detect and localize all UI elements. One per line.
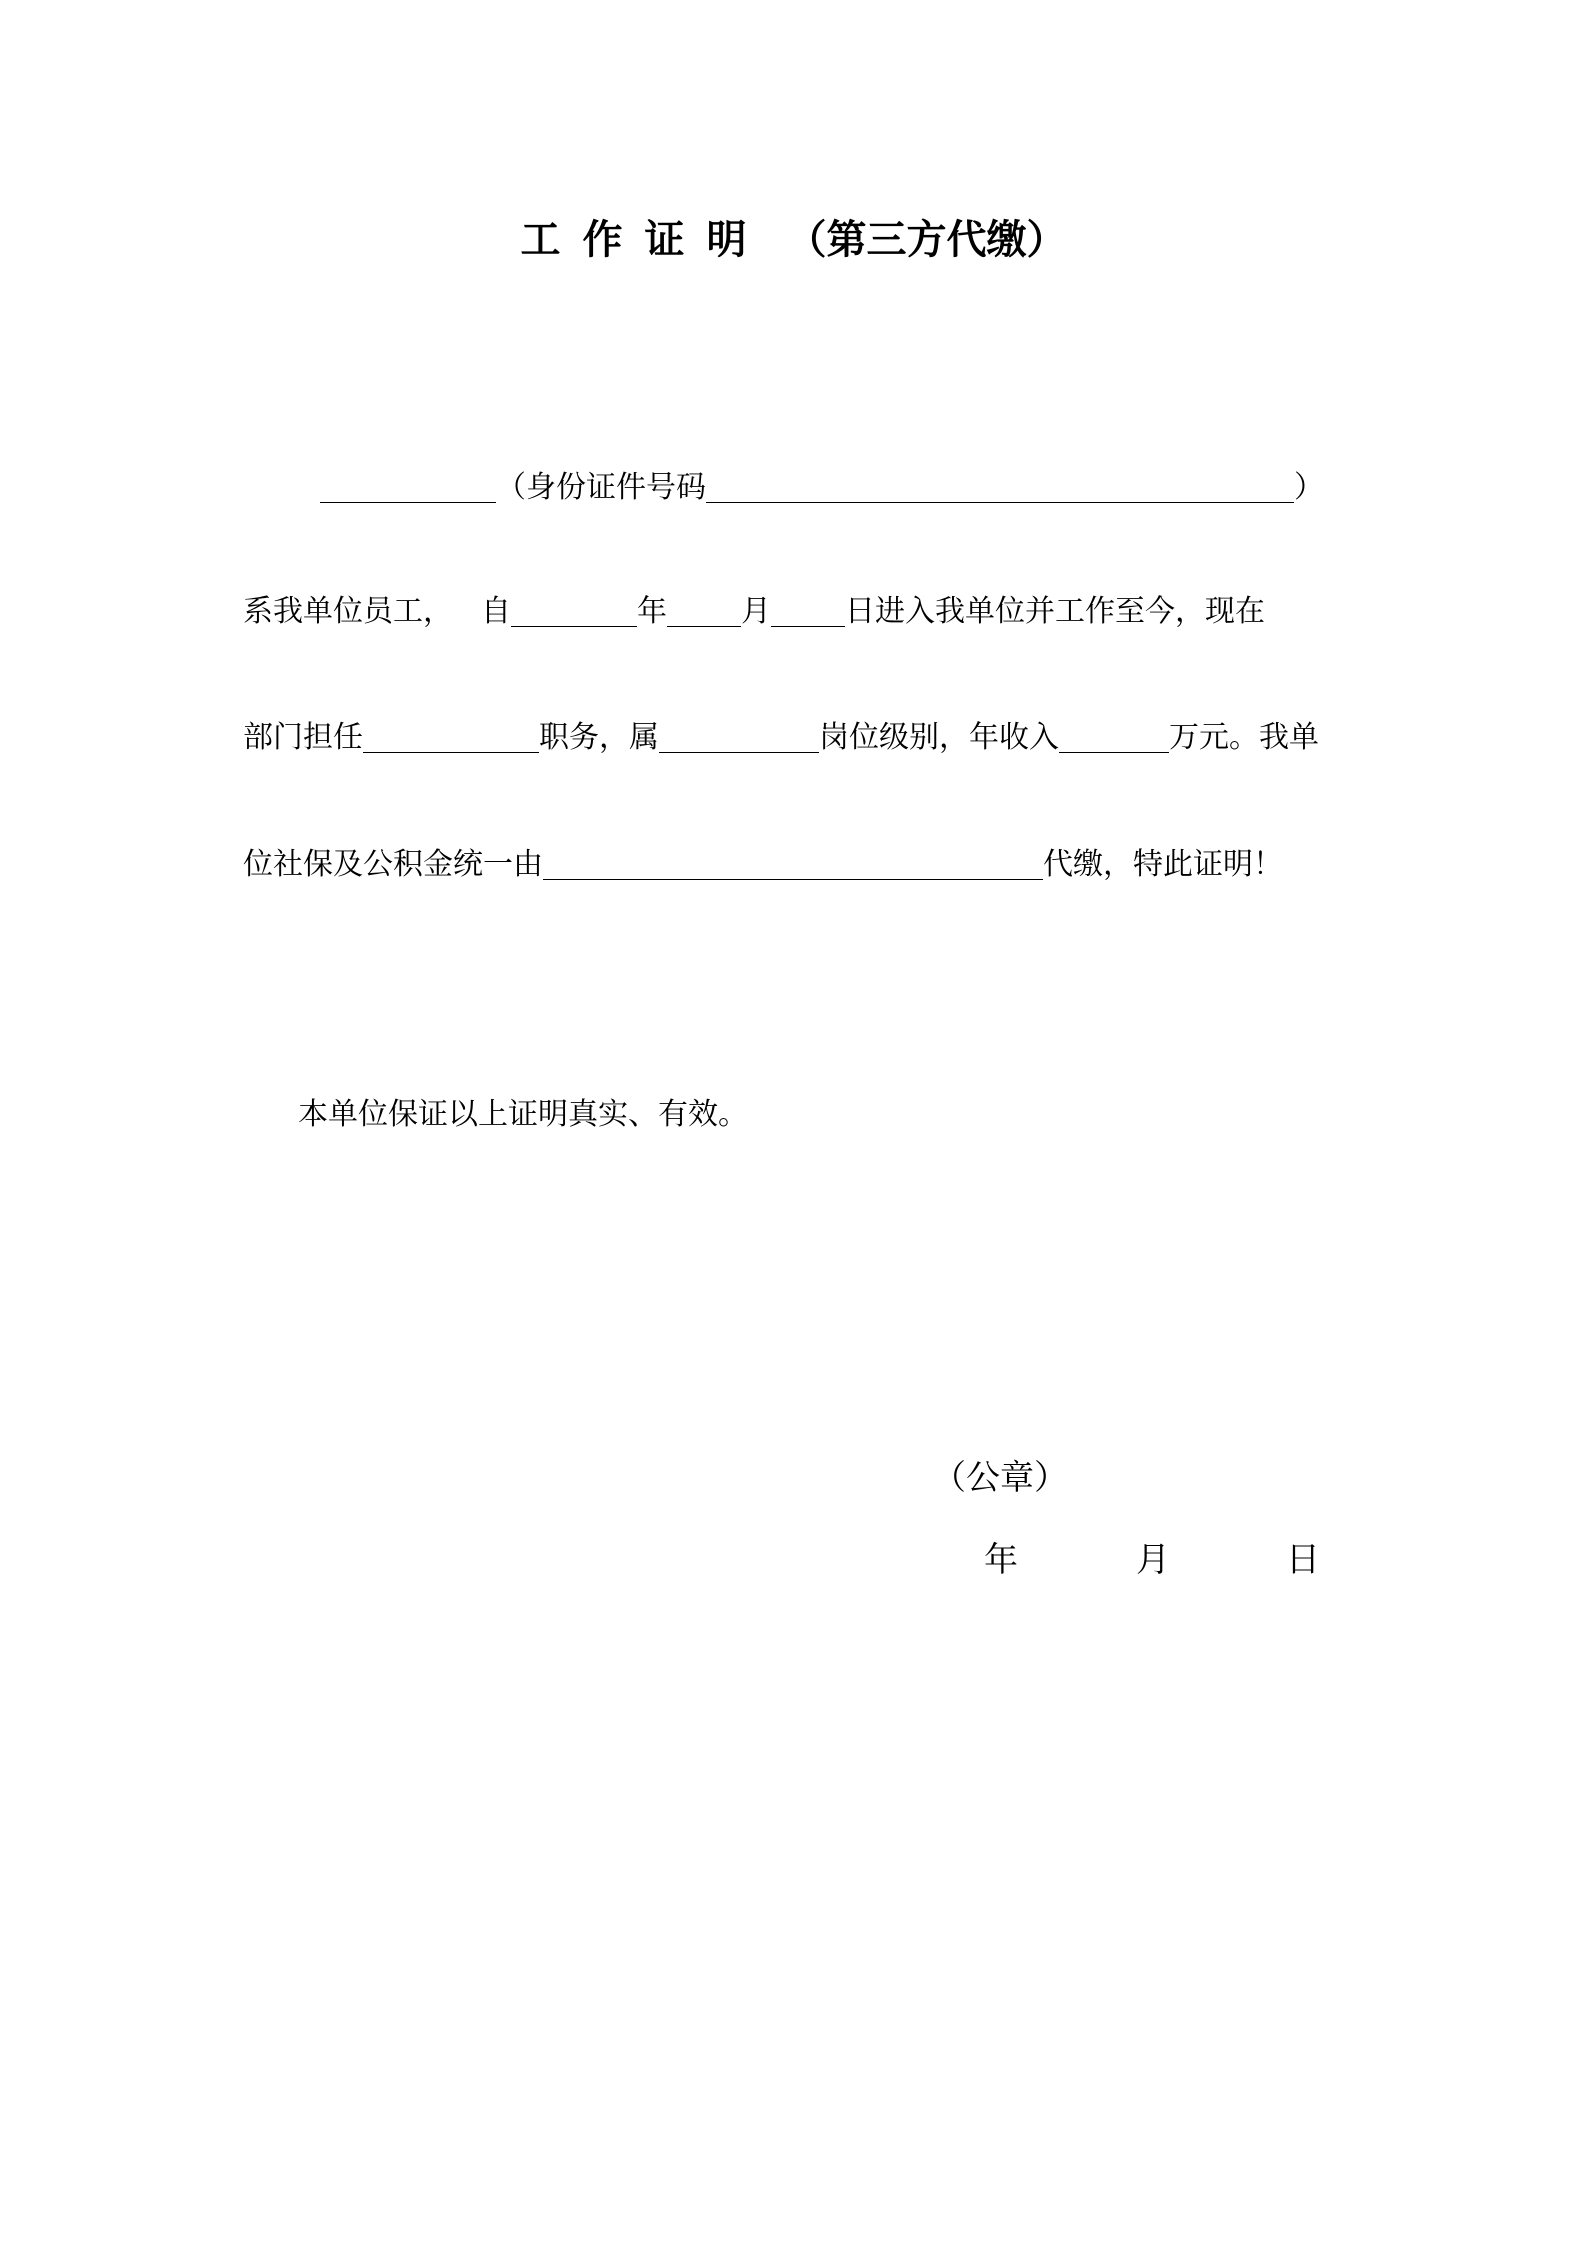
year-text: 年 bbox=[637, 594, 667, 629]
position-blank[interactable] bbox=[363, 722, 539, 753]
from-text: 自 bbox=[481, 594, 511, 629]
employment-line bbox=[243, 592, 1265, 632]
official-seal-label: （公章） bbox=[932, 1458, 1068, 1498]
payer-blank[interactable] bbox=[543, 849, 1043, 880]
duty-text: 职务，属 bbox=[539, 720, 659, 755]
position-line bbox=[243, 718, 1319, 758]
name-blank[interactable] bbox=[320, 472, 496, 503]
title-sub: （第三方代缴） bbox=[786, 217, 1067, 263]
month-blank[interactable] bbox=[667, 596, 741, 627]
month-text: 月 bbox=[741, 594, 771, 629]
year-blank[interactable] bbox=[511, 596, 637, 627]
id-label: （身份证件号码 bbox=[496, 470, 706, 505]
id-line bbox=[320, 468, 1324, 508]
document-title bbox=[0, 208, 1587, 265]
income-blank[interactable] bbox=[1059, 722, 1169, 753]
level-text: 岗位级别，年收入 bbox=[819, 720, 1059, 755]
day-text: 日进入我单位并工作至今，现在 bbox=[845, 594, 1265, 629]
certify-text: 代缴，特此证明！ bbox=[1043, 847, 1283, 882]
date-year: 年 bbox=[984, 1540, 1018, 1580]
payment-line bbox=[243, 845, 1283, 885]
title-main: 工作证明 bbox=[520, 217, 769, 263]
department-text: 部门担任 bbox=[243, 720, 363, 755]
id-number-blank[interactable] bbox=[706, 472, 1294, 503]
day-blank[interactable] bbox=[771, 596, 845, 627]
social-security-text: 位社保及公积金统一由 bbox=[243, 847, 543, 882]
employee-text: 系我单位员工， bbox=[243, 594, 453, 629]
affirmation-text: 本单位保证以上证明真实、有效。 bbox=[298, 1097, 748, 1132]
income-text: 万元。我单 bbox=[1169, 720, 1319, 755]
date-month: 月 bbox=[1136, 1540, 1170, 1580]
id-close: ） bbox=[1294, 470, 1324, 505]
date-day: 日 bbox=[1286, 1540, 1320, 1580]
level-blank[interactable] bbox=[659, 722, 819, 753]
